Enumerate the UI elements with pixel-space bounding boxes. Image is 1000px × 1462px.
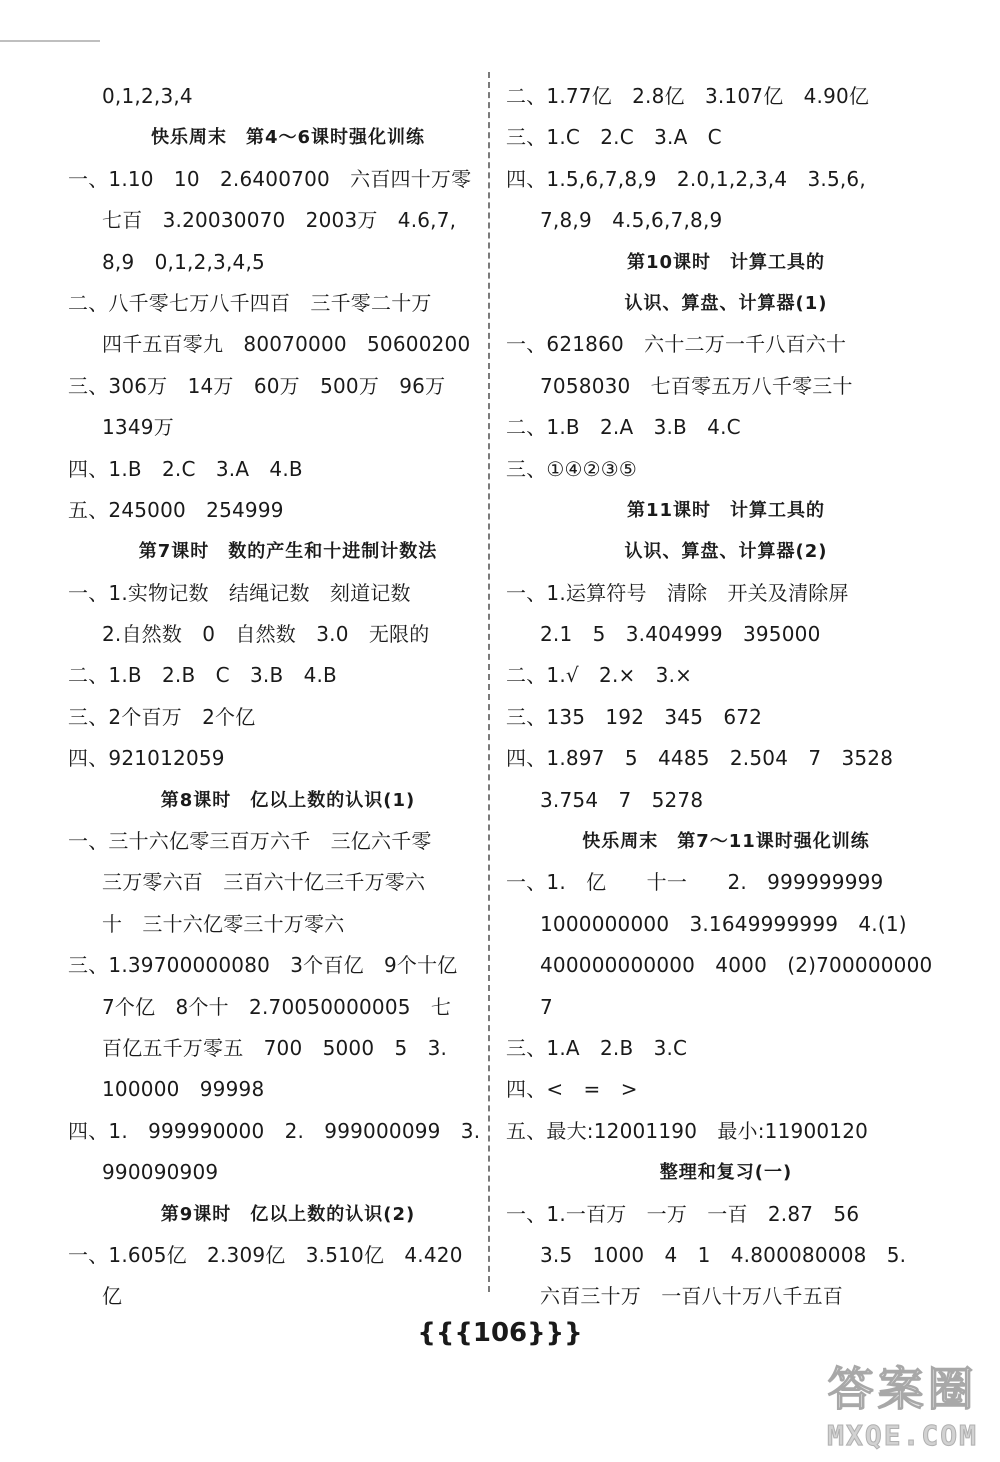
- answer-line: 一、1.605亿 2.309亿 3.510亿 4.420: [68, 1242, 463, 1267]
- answer-line: 四、1.897 5 4485 2.504 7 3528: [506, 746, 894, 771]
- answer-line: 亿: [102, 1284, 123, 1309]
- section-heading: 第10课时 计算工具的: [626, 251, 826, 273]
- answer-line: 7058030 七百零五万八千零三十: [540, 373, 853, 398]
- answer-line: 1000000000 3.1649999999 4.(1): [540, 911, 907, 936]
- answer-line: 一、1.一百万 一万 一百 2.87 56: [506, 1201, 860, 1226]
- section-heading: 第11课时 计算工具的: [626, 499, 826, 521]
- answer-line: 990090909: [102, 1160, 219, 1185]
- answer-line: 2.1 5 3.404999 395000: [540, 622, 821, 647]
- answer-line: 一、1.运算符号 清除 开关及清除屏: [506, 580, 849, 605]
- answer-line: 四、921012059: [68, 746, 225, 771]
- page-number: {{{106}}}: [417, 1318, 583, 1348]
- section-heading: 整理和复习(一): [659, 1162, 793, 1184]
- answer-line: 三、135 192 345 672: [506, 704, 763, 729]
- top-rule: [0, 40, 100, 42]
- answer-line: 四千五百零九 80070000 50600200: [102, 332, 471, 357]
- answer-line: 二、1.B 2.B C 3.B 4.B: [68, 663, 337, 688]
- answer-line: 3.754 7 5278: [540, 787, 704, 812]
- column-divider: [488, 72, 490, 1292]
- answer-line: 1349万: [102, 415, 174, 440]
- left-column: [68, 76, 508, 1318]
- answer-line: 四、1.B 2.C 3.A 4.B: [68, 456, 303, 481]
- watermark-logo: 答案圈: [827, 1362, 978, 1416]
- section-heading: 第7课时 数的产生和十进制计数法: [138, 541, 438, 563]
- answer-line: 三、①④②③⑤: [506, 456, 638, 481]
- answer-line: 2.自然数 0 自然数 3.0 无限的: [102, 622, 430, 647]
- answer-line: 7,8,9 4.5,6,7,8,9: [540, 208, 723, 233]
- answer-line: 三、1.39700000080 3个百亿 9个十亿: [68, 953, 458, 978]
- answer-line: 三、2个百万 2个亿: [68, 704, 256, 729]
- answer-line: 十 三十六亿零三十万零六: [102, 911, 345, 936]
- answer-line: 二、1.77亿 2.8亿 3.107亿 4.90亿: [506, 84, 870, 108]
- section-heading: 认识、算盘、计算器(1): [624, 292, 828, 314]
- answer-line: 一、三十六亿零三百万六千 三亿六千零: [68, 829, 432, 854]
- answer-line: 7个亿 8个十 2.70050000005 七: [102, 994, 452, 1019]
- answer-line: 7: [540, 994, 553, 1019]
- answer-line: 3.5 1000 4 1 4.800080008 5.: [540, 1242, 907, 1267]
- answer-line: 六百三十万 一百八十万八千五百: [540, 1284, 843, 1309]
- answer-line: 五、245000 254999: [68, 497, 284, 522]
- answer-line: 0,1,2,3,4: [102, 84, 193, 108]
- answer-line: 五、最大:12001190 最小:11900120: [506, 1118, 869, 1143]
- answer-line: 一、1. 亿 十一 2. 999999999: [506, 870, 884, 895]
- answer-line: 七百 3.20030070 2003万 4.6,7,: [102, 208, 457, 233]
- answer-line: 一、1.10 10 2.6400700 六百四十万零: [68, 166, 472, 191]
- section-heading: 第9课时 亿以上数的认识(2): [160, 1203, 416, 1225]
- right-column: [506, 76, 946, 1318]
- answer-line: 二、1.√ 2.× 3.×: [506, 663, 693, 688]
- answer-line: 8,9 0,1,2,3,4,5: [102, 249, 265, 274]
- answer-line: 二、1.B 2.A 3.B 4.C: [506, 415, 741, 440]
- answer-line: 三万零六百 三百六十亿三千万零六: [102, 870, 426, 895]
- answer-line: 三、1.A 2.B 3.C: [506, 1035, 688, 1060]
- watermark-site: MXQE.COM: [827, 1419, 978, 1452]
- answer-line: 四、1.5,6,7,8,9 2.0,1,2,3,4 3.5,6,: [506, 166, 866, 191]
- answer-line: 三、1.C 2.C 3.A C: [506, 125, 722, 150]
- section-heading: 认识、算盘、计算器(2): [624, 541, 828, 563]
- section-heading: 第8课时 亿以上数的认识(1): [160, 789, 416, 811]
- answer-line: 四、1. 999990000 2. 999000099 3.: [68, 1118, 481, 1143]
- answer-line: 四、< = >: [506, 1077, 638, 1102]
- answer-line: 二、八千零七万八千四百 三千零二十万: [68, 290, 432, 315]
- answer-line: 100000 99998: [102, 1077, 265, 1102]
- answer-line: 百亿五千万零五 700 5000 5 3.: [102, 1035, 448, 1060]
- section-heading: 快乐周末 第4～6课时强化训练: [150, 127, 426, 149]
- answer-line: 400000000000 4000 (2)700000000: [540, 953, 933, 978]
- answer-line: 一、1.实物记数 结绳记数 刻道记数: [68, 580, 411, 605]
- answer-line: 三、306万 14万 60万 500万 96万: [68, 373, 446, 398]
- watermark: [827, 1353, 978, 1452]
- answer-line: 一、621860 六十二万一千八百六十: [506, 332, 847, 357]
- section-heading: 快乐周末 第7～11课时强化训练: [582, 831, 870, 853]
